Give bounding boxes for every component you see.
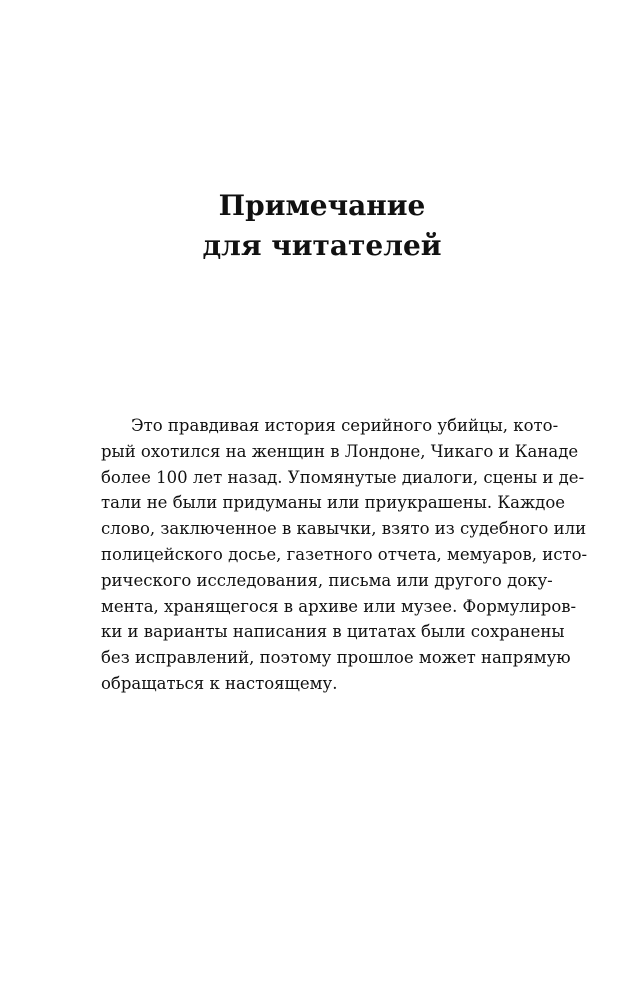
paragraph-line: обращаться к настоящему.: [101, 673, 338, 693]
title-line-1: Примечание: [218, 189, 426, 222]
paragraph-line: мента, хранящегося в архиве или музее. Формулиров-: [101, 596, 577, 616]
paragraph-line: ки и варианты написания в цитатах были сохранены: [101, 622, 565, 642]
paragraph-line: тали не были придуманы или приукрашены. Каждое: [101, 493, 566, 513]
paragraph-line: рического исследования, письма или другого доку-: [101, 570, 553, 590]
body-paragraph: [101, 413, 588, 697]
paragraph-line: слово, заключенное в кавычки, взято из судебного или: [101, 519, 587, 539]
paragraph-line: полицейского досье, газетного отчета, мемуаров, исто-: [101, 544, 588, 564]
paragraph-line: более 100 лет назад. Упомянутые диалоги, сцены и де-: [101, 467, 585, 487]
paragraph-line: рый охотился на женщин в Лондоне, Чикаго и Канаде: [101, 441, 579, 461]
title-line-2: для читателей: [202, 229, 442, 262]
page-title: [0, 186, 644, 266]
paragraph-line: Это правдивая история серийного убийцы, кото-: [131, 416, 559, 435]
paragraph-line: без исправлений, поэтому прошлое может напрямую: [101, 648, 571, 668]
